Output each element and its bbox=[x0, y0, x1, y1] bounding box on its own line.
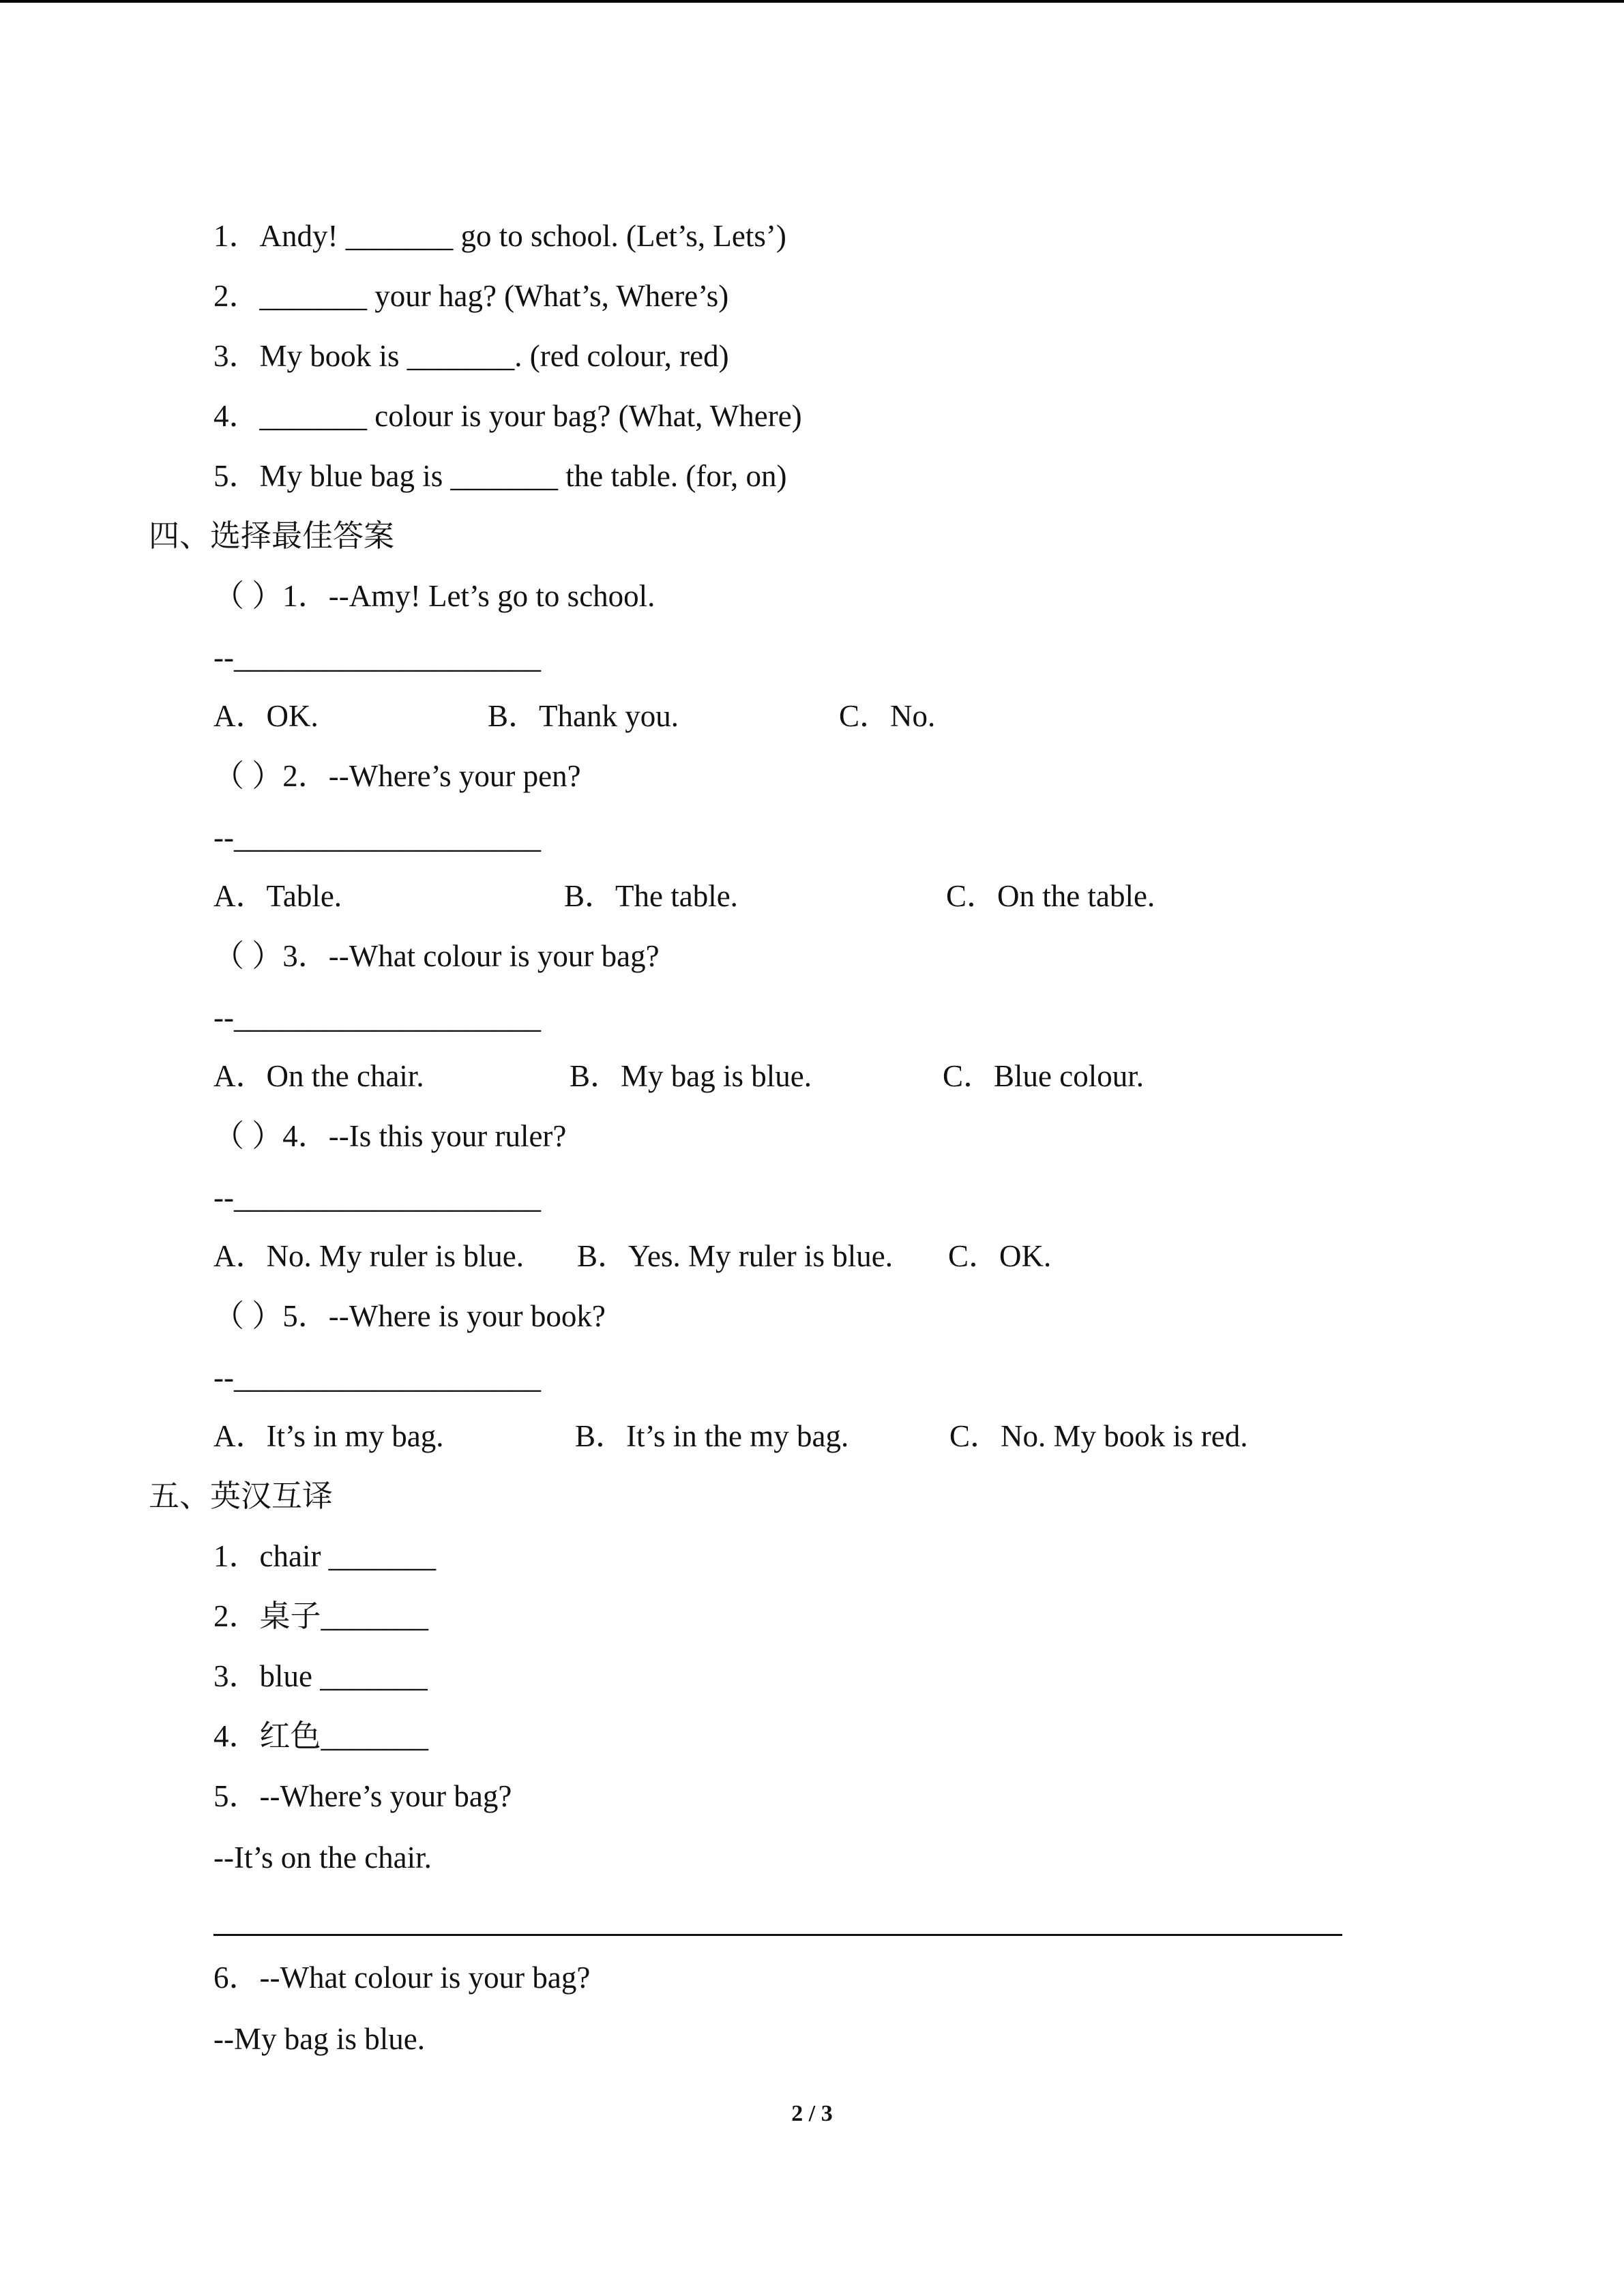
q3-answer-line: --____________________ bbox=[213, 1000, 541, 1034]
s5-item-2: 2．桌子_______ bbox=[213, 1599, 429, 1633]
s5-item-6-reply: --My bag is blue. bbox=[213, 2022, 425, 2056]
s5-item-1: 1．chair _______ bbox=[213, 1539, 437, 1573]
s3-item-1: 1．Andy! _______ go to school. (Let’s, Lets’) bbox=[213, 219, 786, 253]
q2-answer-line: --____________________ bbox=[213, 820, 541, 854]
q4-option-b: B．Yes. My ruler is blue. bbox=[577, 1239, 893, 1273]
s3-item-2: 2．_______ your hag? (What’s, Where’s) bbox=[213, 279, 729, 313]
s5-item-5-reply: --It’s on the chair. bbox=[213, 1840, 432, 1875]
q2-stem: （ ）2．--Where’s your pen? bbox=[213, 759, 581, 793]
section5-title: 五、英汉互译 bbox=[149, 1478, 334, 1514]
s5-item-3: 3．blue _______ bbox=[213, 1659, 428, 1693]
q3-stem: （ ）3．--What colour is your bag? bbox=[213, 939, 660, 973]
q2-option-a: A．Table. bbox=[213, 879, 342, 913]
q4-option-a: A．No. My ruler is blue. bbox=[213, 1239, 524, 1273]
s5-item-6: 6．--What colour is your bag? bbox=[213, 1960, 591, 1995]
q4-stem: （ ）4．--Is this your ruler? bbox=[213, 1119, 567, 1153]
page-number: 2 / 3 bbox=[791, 2101, 833, 2126]
q1-option-c: C．No. bbox=[839, 699, 936, 733]
q1-option-b: B．Thank you. bbox=[488, 699, 679, 733]
q1-stem: （ ）1．--Amy! Let’s go to school. bbox=[213, 579, 655, 613]
s5-item-4: 4．红色_______ bbox=[213, 1719, 429, 1753]
q1-option-a: A．OK. bbox=[213, 699, 319, 733]
q4-answer-line: --____________________ bbox=[213, 1180, 541, 1214]
q3-option-c: C．Blue colour. bbox=[943, 1059, 1144, 1093]
q1-answer-line: --____________________ bbox=[213, 640, 541, 674]
q5-option-c: C．No. My book is red. bbox=[949, 1419, 1248, 1453]
s3-item-3: 3．My book is _______. (red colour, red) bbox=[213, 339, 729, 373]
q5-stem: （ ）5．--Where is your book? bbox=[213, 1299, 606, 1333]
q5-option-b: B．It’s in the my bag. bbox=[575, 1419, 849, 1453]
top-border bbox=[0, 0, 1624, 3]
answer-rule bbox=[213, 1934, 1342, 1936]
s3-item-5: 5．My blue bag is _______ the table. (for, on) bbox=[213, 459, 787, 493]
q5-answer-line: --____________________ bbox=[213, 1360, 541, 1395]
q3-option-b: B．My bag is blue. bbox=[570, 1059, 812, 1093]
q4-option-c: C．OK. bbox=[948, 1239, 1052, 1273]
s5-item-5: 5．--Where’s your bag? bbox=[213, 1779, 512, 1813]
section4-title: 四、选择最佳答案 bbox=[149, 518, 395, 554]
q2-option-b: B．The table. bbox=[564, 879, 738, 913]
q2-option-c: C．On the table. bbox=[946, 879, 1155, 913]
q5-option-a: A．It’s in my bag. bbox=[213, 1419, 444, 1453]
s3-item-4: 4．_______ colour is your bag? (What, Where) bbox=[213, 399, 802, 433]
q3-option-a: A．On the chair. bbox=[213, 1059, 424, 1093]
